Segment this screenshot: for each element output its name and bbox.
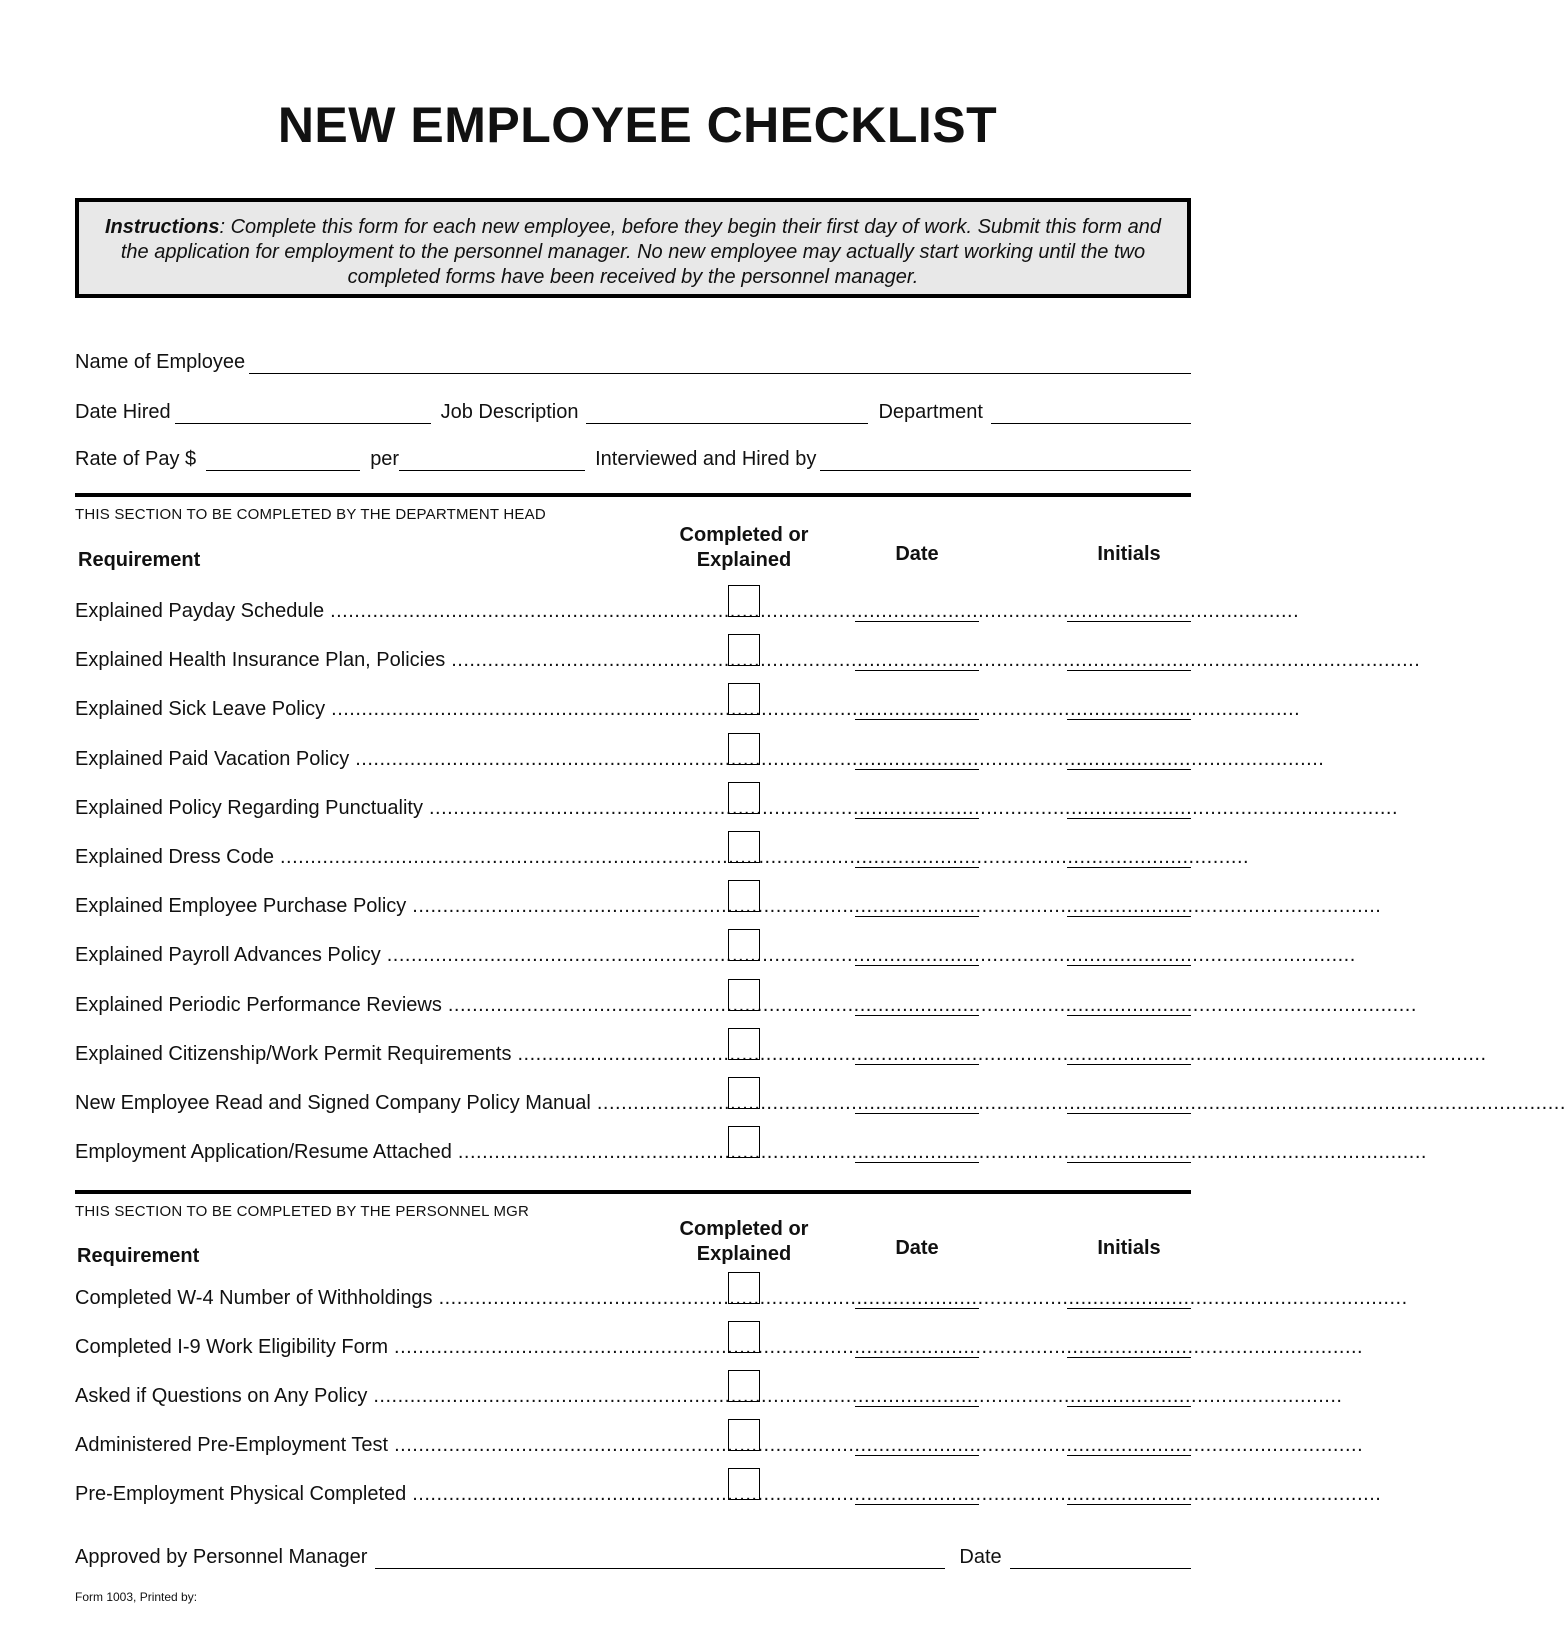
checklist-item-label: Completed W-4 Number of Withholdings (75, 1287, 433, 1309)
section2-divider (75, 1190, 1191, 1194)
initials-field[interactable] (1067, 719, 1191, 720)
completed-checkbox[interactable] (728, 1419, 760, 1451)
checklist-item (75, 892, 1382, 918)
checklist-item-label: Explained Policy Regarding Punctuality (75, 796, 423, 819)
hire-info-row (75, 394, 1191, 424)
completed-checkbox[interactable] (728, 880, 760, 912)
checklist-item (75, 1431, 1364, 1457)
interviewed-by-label: Interviewed and Hired by (595, 448, 817, 470)
initials-field[interactable] (1067, 621, 1191, 622)
date-field[interactable] (855, 1504, 979, 1505)
dot-leader: ................................................................................................................................................................ (428, 796, 1399, 819)
section1-completed-header-line2: Explained (696, 549, 792, 571)
dot-leader: ................................................................................................................................................................ (280, 846, 1250, 868)
checklist-item-label: Explained Payday Schedule (75, 600, 325, 622)
date-field[interactable] (855, 867, 979, 868)
date-field[interactable] (855, 1113, 979, 1114)
completed-checkbox[interactable] (728, 1077, 760, 1109)
completed-checkbox[interactable] (728, 683, 760, 715)
section2-initials-header: Initials (1097, 1237, 1161, 1259)
checklist-item-label: Explained Paid Vacation Policy (75, 747, 350, 770)
checklist-item (75, 843, 1250, 869)
dot-leader: ................................................................................................................................................................ (373, 1385, 1343, 1407)
checklist-item-label: Pre-Employment Physical Completed (75, 1483, 407, 1505)
checklist-item (75, 794, 1399, 820)
checklist-item (75, 1089, 1566, 1115)
approval-row (75, 1539, 1191, 1569)
date-field[interactable] (855, 1357, 979, 1358)
per-field[interactable] (399, 448, 585, 471)
dot-leader: ................................................................................................................................................................ (451, 649, 1421, 672)
completed-checkbox[interactable] (728, 782, 760, 814)
checklist-item (75, 941, 1356, 967)
checklist-item-label: Administered Pre-Employment Test (75, 1434, 389, 1456)
approval-date-label: Date (959, 1546, 1002, 1568)
initials-field[interactable] (1067, 1064, 1191, 1065)
checklist-item (75, 646, 1421, 672)
date-field[interactable] (855, 818, 979, 819)
initials-field[interactable] (1067, 1162, 1191, 1163)
section2-heading: THIS SECTION TO BE COMPLETED BY THE PERSONNEL MGR (75, 1203, 530, 1220)
dot-leader: ................................................................................................................................................................ (457, 1141, 1427, 1164)
checklist-item (75, 695, 1301, 721)
checklist-item-label: Explained Dress Code (75, 846, 274, 868)
checklist-item-label: Explained Citizenship/Work Permit Requirements (75, 1042, 512, 1065)
checklist-item (75, 1382, 1343, 1408)
dot-leader: ................................................................................................................................................................ (447, 993, 1417, 1016)
dot-leader: ................................................................................................................................................................ (331, 698, 1301, 721)
job-description-label: Job Description (440, 401, 579, 423)
dot-leader: ................................................................................................................................................................ (394, 1434, 1364, 1456)
completed-checkbox[interactable] (728, 1370, 760, 1402)
instructions-text: : Complete this form for each new employee, before they begin their first day of work. Submit this form and the application for employment to the personnel manager. No new employee may actually start working until the two completed forms have been received by the personnel manager. (120, 216, 1161, 288)
initials-field[interactable] (1067, 1308, 1191, 1309)
section2-completed-header-line2: Explained (696, 1243, 792, 1265)
initials-field[interactable] (1067, 1113, 1191, 1114)
checklist-item (75, 1333, 1364, 1359)
section1-initials-header: Initials (1097, 543, 1161, 565)
initials-field[interactable] (1067, 1357, 1191, 1358)
dot-leader: ................................................................................................................................................................ (412, 1483, 1382, 1505)
completed-checkbox[interactable] (728, 1126, 760, 1158)
initials-field[interactable] (1067, 1015, 1191, 1016)
department-label: Department (878, 401, 983, 423)
name-of-employee-label: Name of Employee (75, 351, 246, 373)
checklist-item (75, 1138, 1427, 1164)
date-field[interactable] (855, 719, 979, 720)
section2-completed-header (654, 1217, 834, 1267)
completed-checkbox[interactable] (728, 979, 760, 1011)
checklist-item-label: Explained Payroll Advances Policy (75, 944, 381, 967)
interviewed-by-field[interactable] (820, 448, 1191, 471)
completed-checkbox[interactable] (728, 1468, 760, 1500)
pay-info-row (75, 441, 1191, 471)
section2-completed-header-line1: Completed or (679, 1218, 809, 1240)
date-field[interactable] (855, 769, 979, 770)
date-field[interactable] (855, 621, 979, 622)
section2-requirement-header: Requirement (77, 1245, 200, 1267)
dot-leader: ................................................................................................................................................................ (355, 747, 1325, 770)
completed-checkbox[interactable] (728, 831, 760, 863)
initials-field[interactable] (1067, 769, 1191, 770)
dot-leader: ................................................................................................................................................................ (412, 895, 1382, 918)
date-field[interactable] (855, 670, 979, 671)
completed-checkbox[interactable] (728, 1272, 760, 1304)
dot-leader: ................................................................................................................................................................ (386, 944, 1356, 967)
checklist-item-label: Employment Application/Resume Attached (75, 1141, 452, 1164)
rate-of-pay-field[interactable] (206, 448, 360, 471)
checklist-item (75, 597, 1300, 623)
checklist-item-label: Explained Periodic Performance Reviews (75, 993, 442, 1016)
section1-completed-header (654, 523, 834, 573)
initials-field[interactable] (1067, 670, 1191, 671)
date-field[interactable] (855, 1064, 979, 1065)
approved-by-label: Approved by Personnel Manager (75, 1546, 368, 1568)
date-hired-label: Date Hired (75, 401, 171, 423)
checklist-item-label: New Employee Read and Signed Company Policy Manual (75, 1092, 591, 1114)
instructions-box (75, 198, 1191, 298)
section1-date-header: Date (895, 543, 939, 565)
section1-divider (75, 493, 1191, 497)
date-field[interactable] (855, 1162, 979, 1163)
completed-checkbox[interactable] (728, 1321, 760, 1353)
checklist-item-label: Explained Employee Purchase Policy (75, 895, 407, 918)
section1-heading: THIS SECTION TO BE COMPLETED BY THE DEPARTMENT HEAD (75, 506, 546, 523)
dot-leader: ................................................................................................................................................................ (596, 1092, 1566, 1114)
dot-leader: ................................................................................................................................................................ (330, 600, 1300, 622)
checklist-item (75, 991, 1417, 1017)
checklist-item-label: Asked if Questions on Any Policy (75, 1385, 368, 1407)
initials-field[interactable] (1067, 1504, 1191, 1505)
instructions-label: Instructions (105, 216, 220, 238)
name-of-employee-field[interactable] (249, 351, 1191, 374)
checklist-item-label: Explained Health Insurance Plan, Policies (75, 649, 446, 672)
page-title: NEW EMPLOYEE CHECKLIST (277, 97, 998, 153)
employee-name-row (75, 344, 1191, 374)
checklist-item (75, 745, 1325, 771)
section2-date-header: Date (895, 1237, 939, 1259)
completed-checkbox[interactable] (728, 585, 760, 617)
initials-field[interactable] (1067, 1455, 1191, 1456)
initials-field[interactable] (1067, 965, 1191, 966)
completed-checkbox[interactable] (728, 1028, 760, 1060)
date-field[interactable] (855, 1455, 979, 1456)
job-description-field[interactable] (586, 401, 868, 424)
checklist-item-label: Explained Sick Leave Policy (75, 698, 326, 721)
dot-leader: ................................................................................................................................................................ (438, 1287, 1408, 1309)
date-field[interactable] (855, 965, 979, 966)
checklist-item-label: Completed I-9 Work Eligibility Form (75, 1336, 389, 1358)
date-field[interactable] (855, 1308, 979, 1309)
checklist-item (75, 1040, 1487, 1066)
dot-leader: ................................................................................................................................................................ (517, 1042, 1487, 1065)
date-field[interactable] (855, 1406, 979, 1407)
initials-field[interactable] (1067, 867, 1191, 868)
department-field[interactable] (991, 401, 1191, 424)
approval-date-field[interactable] (1010, 1546, 1191, 1569)
section1-requirement-header: Requirement (78, 549, 201, 571)
initials-field[interactable] (1067, 1406, 1191, 1407)
checklist-item (75, 1480, 1382, 1506)
per-label: per (370, 448, 400, 470)
completed-checkbox[interactable] (728, 733, 760, 765)
approved-by-field[interactable] (375, 1546, 945, 1569)
section1-completed-header-line1: Completed or (679, 524, 809, 546)
initials-field[interactable] (1067, 916, 1191, 917)
completed-checkbox[interactable] (728, 929, 760, 961)
dot-leader: ................................................................................................................................................................ (394, 1336, 1364, 1358)
completed-checkbox[interactable] (728, 634, 760, 666)
initials-field[interactable] (1067, 818, 1191, 819)
date-field[interactable] (855, 916, 979, 917)
form-footer: Form 1003, Printed by: (75, 1590, 198, 1604)
date-field[interactable] (855, 1015, 979, 1016)
rate-of-pay-label: Rate of Pay $ (75, 448, 197, 470)
checklist-item (75, 1284, 1408, 1310)
date-hired-field[interactable] (175, 401, 431, 424)
